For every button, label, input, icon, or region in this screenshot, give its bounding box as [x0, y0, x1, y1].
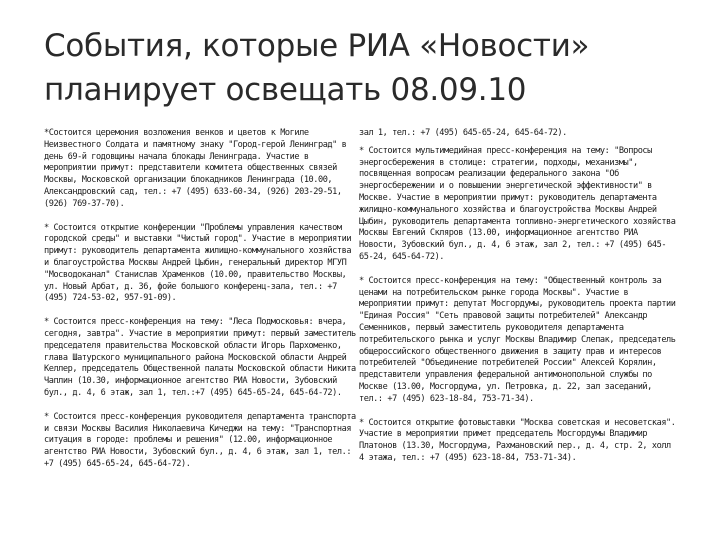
event-item-wreath-ceremony: *Состоится церемония возложения венков и цветов к Могиле Неизвестного Солдата и памятному знаку "Город-герой Ленинград" в день 69-й годовщины начала блокады Ленинграда. Участие в мероприятии примут: представители комитета общественных связей Москвы, Московской организации блокадников Ленинграда (10.00, Александровский сад, тел.: +7 (495) 633-60-34, (926) 203-29-51, (926) 769-37-70). [44, 128, 347, 209]
left-column [44, 128, 356, 483]
event-item-photo-exhibition: * Состоится открытие фотовыставки "Москва советская и несоветская". Участие в мероприятии примет председатель Мосгордумы Владимир Платонов (13.30, Мосгордума, Рахмановский пер., д. 4, стр. 2, холл 4 этажа, тел.: +7 (495) 623-18-84, 753-71-34). [359, 417, 676, 463]
event-item-price-control-conference: * Состоится пресс-конференция на тему: "Общественный контроль за ценами на потребительском рынке города Москвы". Участие в мероприятии примут: депутат Мосгордумы, руководитель проекта партии "Единая Россия" "Сеть правовой защиты потребителей" Александр Семенников, первый заместитель руководителя департамента потребительского рынка и услуг Москвы Владимир Слепак, председатель общероссийского общественного движения в защиту прав и интересов потребителей "Объединение потребителей России" Алексей Корялин, представители управления федеральной антимонопольной службы по Москве (13.00, Мосгордума, ул. Петровка, д. 22, зал заседаний, тел.: +7 (495) 623-18-84, 753-71-34). [359, 275, 676, 404]
event-item-urban-environment-conference: * Состоится открытие конференции "Проблемы управления качеством городской среды" и выставки "Чистый город". Участие в мероприятии примут: руководитель департамента жилищно-коммунального хозяйства и благоустройства Москвы Андрей Цыбин, генеральный директор МГУП "Мосводоканал" Станислав Храменков (10.00, правительство Москвы, ул. Новый Арбат, д. 36, фойе большого конференц-зала, тел.: +7 (495) 724-53-02, 957-91-09). [44, 222, 352, 304]
event-item-energy-saving-conference: * Состоится мультимедийная пресс-конференция на тему: "Вопросы энергосбережения в столице: стратегии, подходы, механизмы", посвященная вопросам реализации федерального закона "Об энергосбережении и о повышении энергетической эффективности" в Москве. Участие в мероприятии примут: руководитель департамента жилищно-коммунального хозяйства и благоустройства Москвы Андрей Цыбин, руководитель департамента топливно-энергетического хозяйства Москвы Евгений Скляров (13.00, информационное агентство РИА Новости, Зубовский бул., д. 4, 6 этаж, зал 2, тел.: +7 (495) 645-65-24, 645-64-72). [359, 145, 676, 262]
event-item-transport-press-conference: * Состоится пресс-конференция руководителя департамента транспорта и связи Москвы Василия Николаевича Кичеджи на тему: "Транспортная ситуация в городе: проблемы и решения" (12.00, информационное агентство РИА Новости, Зубовский бул., д. 4, 6 этаж, зал 1, тел.: +7 (495) 645-65-24, 645-64-72). [44, 411, 356, 469]
right-column [359, 128, 677, 477]
event-item-forests-press-conference: * Состоится пресс-конференция на тему: "Леса Подмосковья: вчера, сегодня, завтра". Участие в мероприятии примут: первый заместитель председателя правительства Московской области Игорь Пархоменко, глава Шатурского муниципального района Московской области Андрей Келлер, председатель Общественной палаты Московской области Никита Чаплин (10.30, информационное агентство РИА Новости, Зубовский бул., д. 4, 6 этаж, зал 1, тел.:+7 (495) 645-65-24, 645-64-72). [44, 317, 356, 398]
slide-title: События, которые РИА «Новости» планирует освещать 08.09.10 [44, 28, 590, 108]
event-item-continuation: зал 1, тел.: +7 (495) 645-65-24, 645-64-72). [359, 128, 567, 138]
